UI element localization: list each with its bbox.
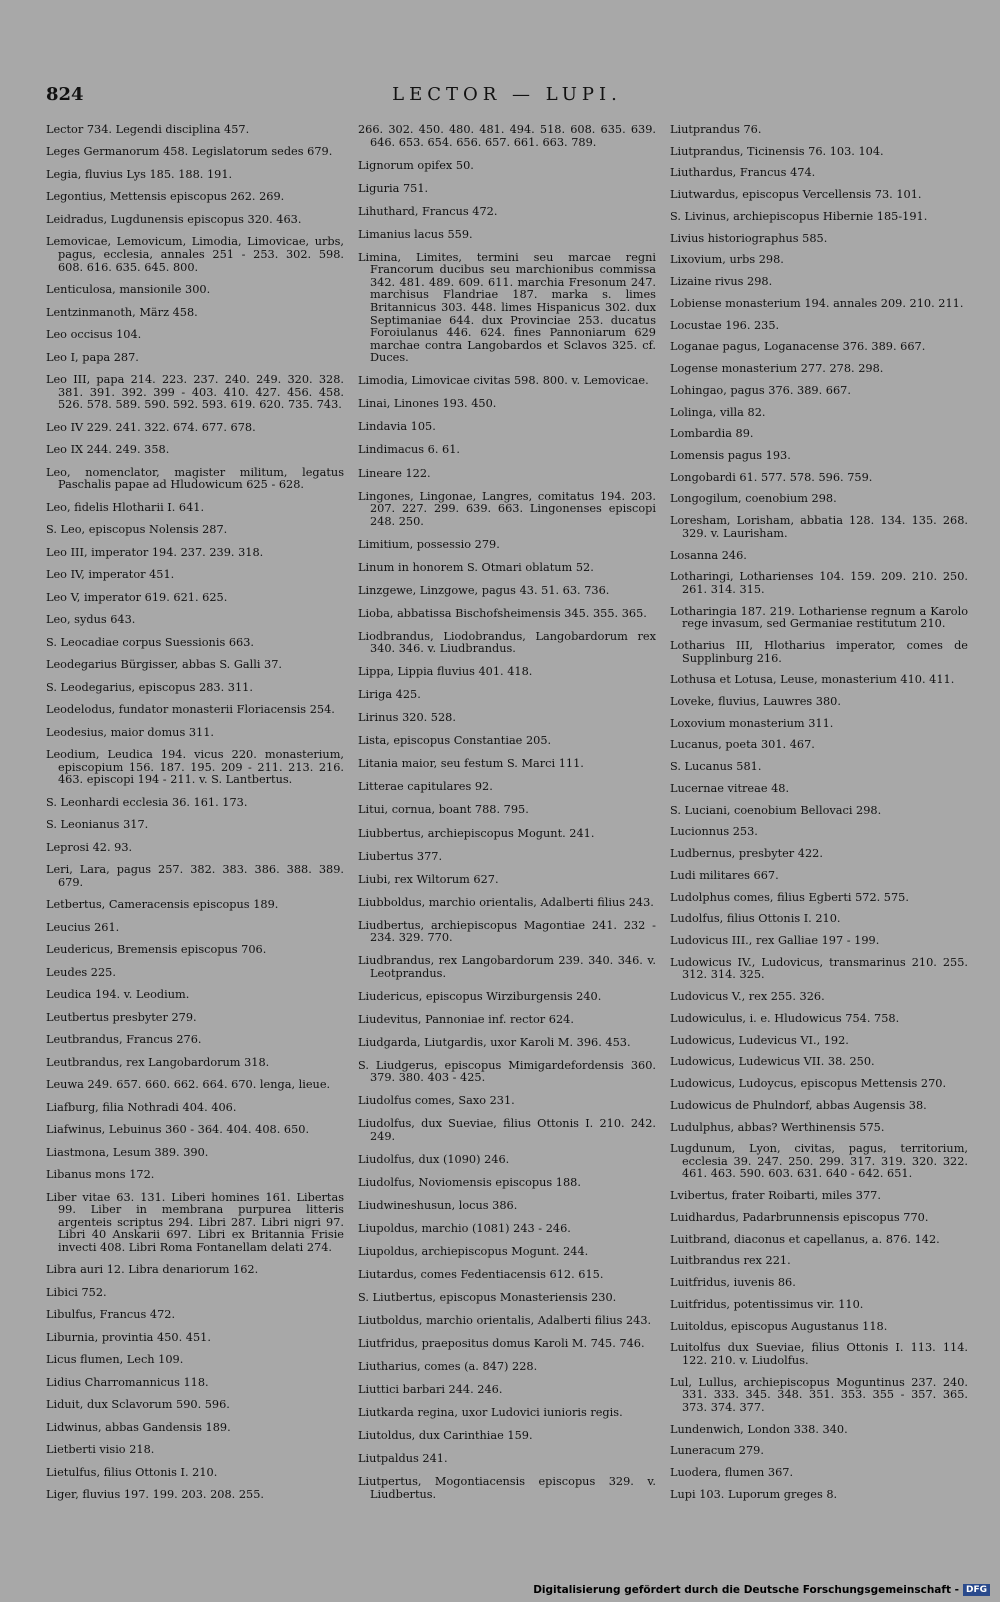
index-entry: Liudgarda, Liutgardis, uxor Karoli M. 396. 453. <box>358 1035 631 1049</box>
index-entry: Lotharius III, Hlotharius imperator, comes de Supplinburg 216. <box>670 638 968 665</box>
index-entry: Liupoldus, marchio (1081) 243 - 246. <box>358 1222 571 1236</box>
index-entry: Leutbertus presbyter 279. <box>46 1010 197 1024</box>
index-entry: Longobardi 61. 577. 578. 596. 759. <box>670 470 873 484</box>
index-entry: Luodera, flumen 367. <box>670 1466 794 1480</box>
index-entry: Leo, nomenclator, magister militum, legatus Paschalis papae ad Hludowicum 625 - 628. <box>46 465 344 492</box>
index-entry: Ludulphus, abbas? Werthinensis 575. <box>670 1120 885 1134</box>
index-entry: Ludowicus de Phulndorf, abbas Augensis 38. <box>670 1098 927 1112</box>
index-entry: Ludowicus, Ludevicus VI., 192. <box>670 1033 849 1047</box>
index-entry: Leidradus, Lugdunensis episcopus 320. 463. <box>46 212 302 226</box>
index-entry: Leudica 194. v. Leodium. <box>46 988 190 1002</box>
index-entry: Lizaine rivus 298. <box>670 275 773 289</box>
index-entry: Ludowiculus, i. e. Hludowicus 754. 758. <box>670 1011 900 1025</box>
index-entry: Leri, Lara, pagus 257. 382. 383. 386. 388. 389. 679. <box>46 863 344 889</box>
index-entry: Loresham, Lorisham, abbatia 128. 134. 135. 268. 329. v. Laurisham. <box>670 514 968 540</box>
index-entry: Lemovicae, Lemovicum, Limodia, Limovicae, urbs, pagus, ecclesia, annales 251 - 253. 302. 598. 608. 616. 635. 645. 800. <box>46 235 344 274</box>
index-entry: Luitbrand, diaconus et capellanus, a. 876. 142. <box>670 1232 940 1246</box>
index-entry: Liudbertus, archiepiscopus Magontiae 241. 232 - 234. 329. 770. <box>358 918 656 945</box>
index-entry: Liupoldus, archiepiscopus Mogunt. 244. <box>358 1245 589 1259</box>
index-entry: Litui, cornua, boant 788. 795. <box>358 803 529 817</box>
index-entry: Lidius Charromannicus 118. <box>46 1375 209 1389</box>
index-entry: Leo occisus 104. <box>46 328 142 342</box>
index-entry: Linum in honorem S. Otmari oblatum 52. <box>358 560 594 574</box>
index-entry: Liubboldus, marchio orientalis, Adalberti filius 243. <box>358 895 654 909</box>
index-entry: Lobiense monasterium 194. annales 209. 210. 211. <box>670 296 964 310</box>
index-entry: Leodesius, maior domus 311. <box>46 725 214 739</box>
index-entry: Liutboldus, marchio orientalis, Adalberti filius 243. <box>358 1314 652 1328</box>
index-entry: Liudolfus comes, Saxo 231. <box>358 1094 515 1108</box>
index-entry: Lietulfus, filius Ottonis I. 210. <box>46 1465 218 1479</box>
index-entry: Lingones, Lingonae, Langres, comitatus 194. 203. 207. 227. 299. 639. 663. Lingonenses episcopi 248. 250. <box>358 489 656 528</box>
index-entry: Liuthardus, Francus 474. <box>670 166 816 180</box>
index-entry: Libici 752. <box>46 1285 107 1299</box>
index-entry: Ludolphus comes, filius Egberti 572. 575. <box>670 890 909 904</box>
index-entry: Lirinus 320. 528. <box>358 711 456 725</box>
index-entry: Letbertus, Cameracensis episcopus 189. <box>46 898 279 912</box>
index-entry: Lucanus, poeta 301. 467. <box>670 738 815 752</box>
index-entry: Ludowicus, Ludoycus, episcopus Mettensis 270. <box>670 1077 947 1091</box>
index-entry: Limina, Limites, termini seu marcae regni Francorum ducibus seu marchionibus commissa 342. 481. 489. 609. 611. marchia Fresonum 247. marchisus Flandriae 187. marka s. limes Britannicus 303. 448. limes Hispanicus 302. dux Septimaniae 644. dux Provinciae 253. ducatus Foroiulanus 446. 624. fines Pannoniarum 629 marchae contra Langobardos et Sclavos 325. cf. Duces. <box>358 250 656 365</box>
index-entry: Liduit, dux Sclavorum 590. 596. <box>46 1398 230 1412</box>
index-entry: Limodia, Limovicae civitas 598. 800. v. Lemovicae. <box>358 374 649 388</box>
index-entry: Limitium, possessio 279. <box>358 537 500 551</box>
index-entry: S. Luciani, coenobium Bellovaci 298. <box>670 803 882 817</box>
index-entry: Lignorum opifex 50. <box>358 158 474 172</box>
index-entry: Lietberti visio 218. <box>46 1443 155 1457</box>
index-entry: Luneracum 279. <box>670 1444 764 1458</box>
index-entry: 266. 302. 450. 480. 481. 494. 518. 608. 635. 639. 646. 653. 654. 656. 657. 661. 663. 789. <box>358 123 656 149</box>
footer-credit: Digitalisierung gefördert durch die Deutsche Forschungsgemeinschaft - <box>533 1584 959 1596</box>
index-entry: Leutbrandus, rex Langobardorum 318. <box>46 1055 270 1069</box>
index-entry: Longogilum, coenobium 298. <box>670 492 837 506</box>
index-entry: Liutpertus, Mogontiacensis episcopus 329. v. Liudbertus. <box>358 1475 656 1501</box>
footer <box>533 1584 990 1596</box>
index-column-right <box>670 124 968 1502</box>
index-entry: Leudericus, Bremensis episcopus 706. <box>46 943 267 957</box>
index-entry: S. Livinus, archiepiscopus Hibernie 185-191. <box>670 209 928 223</box>
index-entry: Liutwardus, episcopus Vercellensis 73. 101. <box>670 188 922 202</box>
page-number: 824 <box>46 84 84 105</box>
index-entry: Liudericus, episcopus Wirziburgensis 240. <box>358 989 602 1003</box>
index-entry: Lotharingia 187. 219. Lothariense regnum a Karolo rege invasum, sed Germaniae restitutum 210. <box>670 604 968 631</box>
index-entry: Leo, sydus 643. <box>46 613 136 627</box>
dfg-logo: DFG <box>963 1584 990 1596</box>
index-entry: Linai, Linones 193. 450. <box>358 397 497 411</box>
index-entry: Liutardus, comes Fedentiacensis 612. 615. <box>358 1268 604 1282</box>
index-entry: Leuwa 249. 657. 660. 662. 664. 670. lenga, lieue. <box>46 1078 331 1092</box>
index-entry: Liastmona, Lesum 389. 390. <box>46 1145 209 1159</box>
index-entry: S. Liutbertus, episcopus Monasteriensis 230. <box>358 1291 617 1305</box>
index-entry: Lidwinus, abbas Gandensis 189. <box>46 1420 231 1434</box>
index-entry: Liutfridus, praepositus domus Karoli M. 745. 746. <box>358 1337 645 1351</box>
index-entry: Leo IX 244. 249. 358. <box>46 443 170 457</box>
index-entry: Leutbrandus, Francus 276. <box>46 1033 202 1047</box>
index-entry: Lothusa et Lotusa, Leuse, monasterium 410. 411. <box>670 673 955 687</box>
index-entry: Liodbrandus, Liodobrandus, Langobardorum rex 340. 346. v. Liudbrandus. <box>358 629 656 656</box>
index-entry: Luitfridus, iuvenis 86. <box>670 1276 796 1290</box>
index-entry: Liuttici barbari 244. 246. <box>358 1383 503 1397</box>
index-entry: Leo, fidelis Hlotharii I. 641. <box>46 500 205 514</box>
index-entry: Leodegarius Bürgisser, abbas S. Galli 37. <box>46 658 282 672</box>
index-entry: Leges Germanorum 458. Legislatorum sedes 679. <box>46 145 333 159</box>
index-entry: Liubertus 377. <box>358 849 443 863</box>
index-entry: Luitbrandus rex 221. <box>670 1254 791 1268</box>
index-entry: Licus flumen, Lech 109. <box>46 1353 184 1367</box>
index-entry: Luidhardus, Padarbrunnensis episcopus 770. <box>670 1210 929 1224</box>
index-entry: Lugdunum, Lyon, civitas, pagus, territorium, ecclesia 39. 247. 250. 299. 317. 319. 320. 322. 461. 463. 590. 603. 631. 640 - 642. 651. <box>670 1142 968 1181</box>
index-entry: Liger, fluvius 197. 199. 203. 208. 255. <box>46 1488 264 1502</box>
index-entry: Libra auri 12. Libra denariorum 162. <box>46 1263 259 1277</box>
index-entry: Leprosi 42. 93. <box>46 840 133 854</box>
index-entry: Liutprandus, Ticinensis 76. 103. 104. <box>670 144 884 158</box>
index-entry: Ludovicus III., rex Galliae 197 - 199. <box>670 934 880 948</box>
index-column-left <box>46 124 344 1502</box>
index-entry: Livius historiographus 585. <box>670 231 828 245</box>
index-entry: Lolinga, villa 82. <box>670 405 766 419</box>
index-entry: Linzgewe, Linzgowe, pagus 43. 51. 63. 736. <box>358 583 610 597</box>
index-entry: Libulfus, Francus 472. <box>46 1308 176 1322</box>
index-entry: Luitoldus, episcopus Augustanus 118. <box>670 1319 888 1333</box>
index-columns <box>46 124 968 1502</box>
index-entry: Liudbrandus, rex Langobardorum 239. 340. 346. v. Leotprandus. <box>358 954 656 980</box>
index-entry: S. Lucanus 581. <box>670 760 762 774</box>
index-entry: Lista, episcopus Constantiae 205. <box>358 734 552 748</box>
index-entry: Liutoldus, dux Carinthiae 159. <box>358 1429 533 1443</box>
index-entry: Lundenwich, London 338. 340. <box>670 1422 848 1436</box>
index-entry: Liutprandus 76. <box>670 123 762 136</box>
index-entry: Litania maior, seu festum S. Marci 111. <box>358 757 584 771</box>
index-entry: Liudolfus, dux Sueviae, filius Ottonis I. 210. 242. 249. <box>358 1117 656 1144</box>
index-entry: Lector 734. Legendi disciplina 457. <box>46 123 250 136</box>
page-header <box>46 84 968 114</box>
index-entry: Ludowicus IV., Ludovicus, transmarinus 210. 255. 312. 314. 325. <box>670 955 968 982</box>
index-entry: Leo I, papa 287. <box>46 350 139 364</box>
index-entry: Leudes 225. <box>46 965 116 979</box>
index-entry: Loveke, fluvius, Lauwres 380. <box>670 695 841 708</box>
index-entry: Liudwineshusun, locus 386. <box>358 1199 518 1213</box>
index-entry: Leo III, papa 214. 223. 237. 240. 249. 320. 328. 381. 391. 392. 399 - 403. 410. 427. 456. 458. 526. 578. 589. 590. 592. 593. 619. 620. 735. 743. <box>46 373 344 412</box>
index-entry: Liubbertus, archiepiscopus Mogunt. 241. <box>358 826 595 840</box>
index-entry: Ludowicus, Ludewicus VII. 38. 250. <box>670 1055 875 1069</box>
index-entry: Lihuthard, Francus 472. <box>358 204 498 218</box>
index-entry: Legontius, Mettensis episcopus 262. 269. <box>46 190 285 204</box>
index-entry: Limanius lacus 559. <box>358 227 473 241</box>
index-entry: Loganae pagus, Loganacense 376. 389. 667. <box>670 340 926 354</box>
index-entry: Liafwinus, Lebuinus 360 - 364. 404. 408. 650. <box>46 1123 310 1137</box>
index-entry: Leodium, Leudica 194. vicus 220. monasterium, episcopium 156. 187. 195. 209 - 211. 213. 216. 463. episcopi 194 - 211. v. S. Lantbertus. <box>46 748 344 787</box>
index-entry: Lombardia 89. <box>670 427 754 441</box>
index-entry: Lotharingi, Lotharienses 104. 159. 209. 210. 250. 261. 314. 315. <box>670 570 968 596</box>
index-entry: Lentzinmanoth, März 458. <box>46 305 198 319</box>
index-entry: Liguria 751. <box>358 181 429 195</box>
index-entry: Liudolfus, Noviomensis episcopus 188. <box>358 1176 581 1190</box>
index-entry: Liudevitus, Pannoniae inf. rector 624. <box>358 1012 574 1026</box>
index-entry: Leo IV 229. 241. 322. 674. 677. 678. <box>46 420 256 434</box>
index-entry: Leo III, imperator 194. 237. 239. 318. <box>46 545 264 559</box>
index-entry: Loxovium monasterium 311. <box>670 716 834 730</box>
index-entry: Lenticulosa, mansionile 300. <box>46 283 211 297</box>
index-entry: Liber vitae 63. 131. Liberi homines 161. Libertas 99. Liber in membrana purpurea litteris argenteis scriptus 294. Libri 287. Libri nigri 97. Libri 40 Anskarii 697. Libri ex Britannia Frisie invecti 408. Libri Roma Fontanellam delati 274. <box>46 1190 344 1254</box>
index-entry: Lucionnus 253. <box>670 825 758 839</box>
index-entry: Losanna 246. <box>670 548 747 562</box>
index-entry: Lippa, Lippia fluvius 401. 418. <box>358 665 533 679</box>
index-entry: Lvibertus, frater Roibarti, miles 377. <box>670 1189 881 1203</box>
index-entry: Ludovicus V., rex 255. 326. <box>670 990 825 1004</box>
index-entry: S. Leonianus 317. <box>46 818 149 832</box>
index-entry: Liutharius, comes (a. 847) 228. <box>358 1360 538 1374</box>
index-entry: Liutpaldus 241. <box>358 1452 448 1466</box>
index-entry: Liafburg, filia Nothradi 404. 406. <box>46 1100 237 1114</box>
index-entry: S. Leocadiae corpus Suessionis 663. <box>46 635 254 649</box>
index-entry: Liriga 425. <box>358 688 421 702</box>
index-entry: Leo IV, imperator 451. <box>46 568 175 582</box>
index-entry: Liubi, rex Wiltorum 627. <box>358 872 499 886</box>
index-entry: Locustae 196. 235. <box>670 318 780 332</box>
index-entry: Luitolfus dux Sueviae, filius Ottonis I. 113. 114. 122. 210. v. Liudolfus. <box>670 1341 968 1367</box>
index-entry: Lixovium, urbs 298. <box>670 253 784 267</box>
index-entry: Lul, Lullus, archiepiscopus Moguntinus 237. 240. 331. 333. 345. 348. 351. 353. 355 - 357. 365. 373. 374. 377. <box>670 1375 968 1414</box>
running-head: LECTOR — LUPI. <box>392 84 622 105</box>
index-entry: Lupi 103. Luporum greges 8. <box>670 1487 838 1501</box>
index-entry: Lindavia 105. <box>358 420 436 434</box>
index-entry: Litterae capitulares 92. <box>358 780 493 794</box>
index-entry: Ludbernus, presbyter 422. <box>670 847 823 861</box>
index-entry: S. Leodegarius, episcopus 283. 311. <box>46 680 253 694</box>
index-entry: S. Leonhardi ecclesia 36. 161. 173. <box>46 795 248 809</box>
index-entry: Lindimacus 6. 61. <box>358 443 461 457</box>
index-entry: S. Liudgerus, episcopus Mimigardefordensis 360. 379. 380. 403 - 425. <box>358 1058 656 1085</box>
index-entry: Lineare 122. <box>358 466 431 480</box>
index-entry: Leo V, imperator 619. 621. 625. <box>46 590 228 604</box>
index-entry: Legia, fluvius Lys 185. 188. 191. <box>46 167 233 181</box>
index-entry: Lioba, abbatissa Bischofsheimensis 345. 355. 365. <box>358 606 647 620</box>
index-entry: Ludi militares 667. <box>670 868 779 882</box>
index-entry: Liburnia, provintia 450. 451. <box>46 1330 211 1344</box>
index-entry: Leucius 261. <box>46 920 120 934</box>
index-entry: Lohingao, pagus 376. 389. 667. <box>670 383 851 397</box>
index-column-middle <box>358 124 656 1502</box>
index-entry: Luitfridus, potentissimus vir. 110. <box>670 1297 864 1311</box>
index-entry: Ludolfus, filius Ottonis I. 210. <box>670 912 841 926</box>
index-entry: Libanus mons 172. <box>46 1168 155 1182</box>
index-entry: Logense monasterium 277. 278. 298. <box>670 362 884 376</box>
index-entry: Lomensis pagus 193. <box>670 449 791 463</box>
index-entry: S. Leo, episcopus Nolensis 287. <box>46 523 228 537</box>
index-entry: Liudolfus, dux (1090) 246. <box>358 1153 510 1167</box>
index-entry: Leodelodus, fundator monasterii Floriacensis 254. <box>46 703 335 717</box>
index-entry: Lucernae vitreae 48. <box>670 781 790 795</box>
index-entry: Liutkarda regina, uxor Ludovici iunioris regis. <box>358 1406 623 1420</box>
